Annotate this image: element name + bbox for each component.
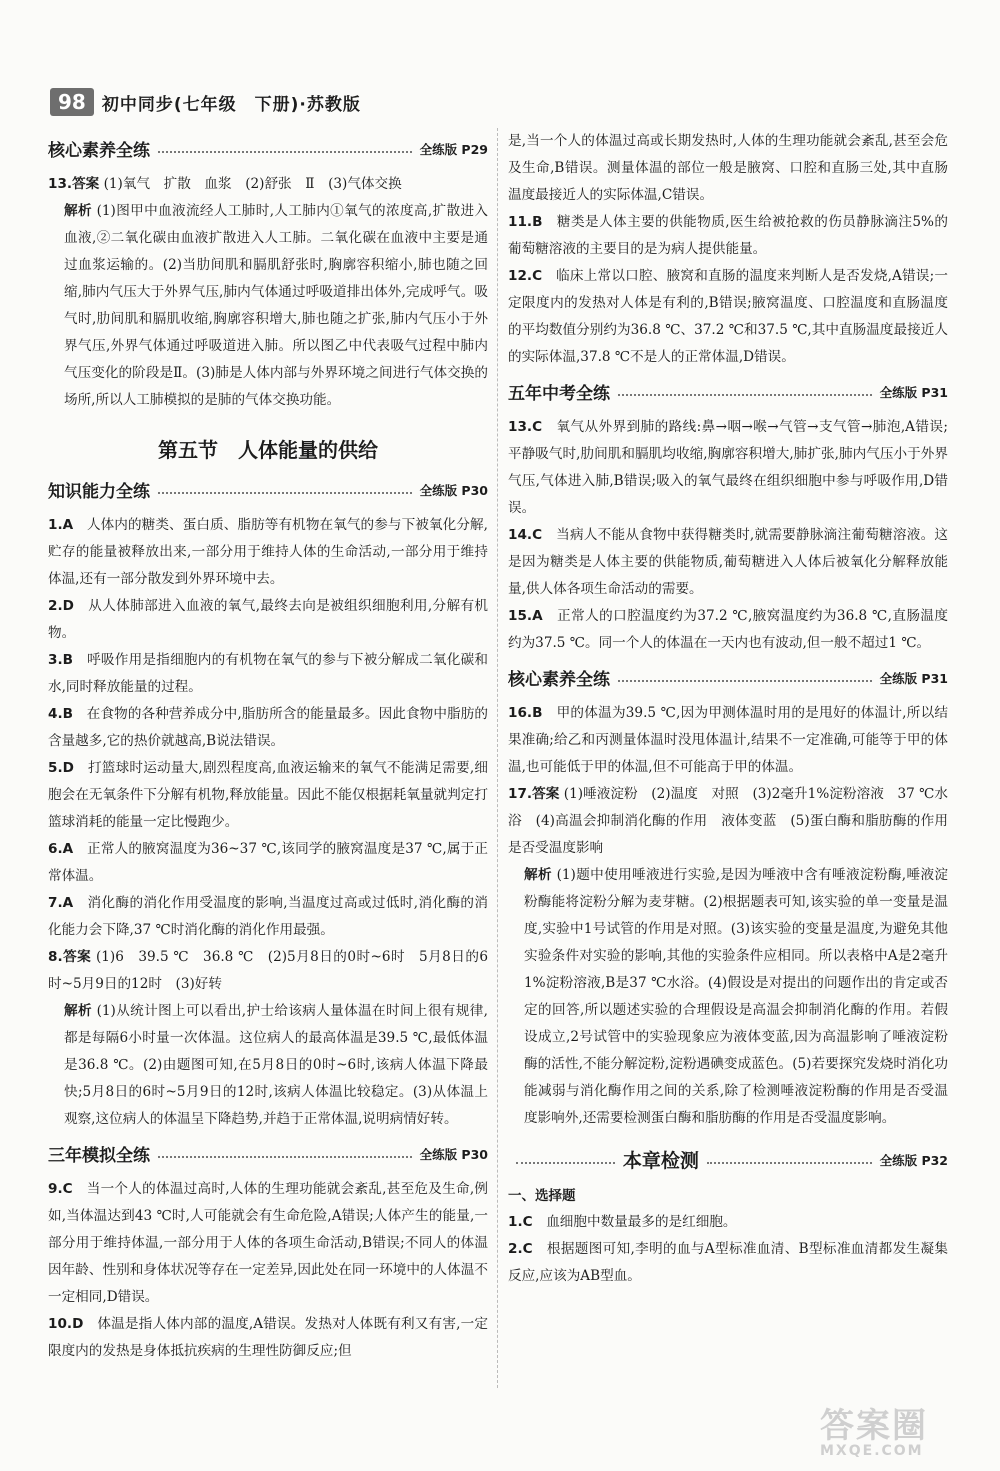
section-ref: 全练版 P29 (419, 141, 488, 157)
section-heading (48, 1141, 488, 1166)
answer-item: 4.B 在食物的各种营养成分中,脂肪所含的能量最多。因此食物中脂肪的含量越多,它的热价就越高,B说法错误。 (48, 706, 488, 749)
answer-item: 6.A 正常人的腋窝温度为36~37 ℃,该同学的腋窝温度是37 ℃,属于正常体温。 (48, 841, 488, 884)
answer-item: 15.A 正常人的口腔温度约为37.2 ℃,腋窝温度约为36.8 ℃,直肠温度约为37.5 ℃。同一个人的体温在一天内也有波动,但一般不超过1 ℃。 (508, 608, 949, 651)
answer-item: 1.C 血细胞中数量最多的是红细胞。 (508, 1214, 737, 1230)
answer-item: 12.C 临床上常以口腔、腋窝和直肠的温度来判断人是否发烧,A错误;一定限度内的发热对人体是有利的,B错误;腋窝温度、口腔温度和直肠温度的平均数值分别约为36.8 ℃、37.2 ℃和37.5 ℃,其中直肠温度最接近人的实际体温,37.8 ℃不是人的正常体温,D错误。 (508, 268, 949, 365)
section-ref: 全练版 P31 (879, 670, 948, 686)
answer-item: 11.B 糖类是人体主要的供能物质,医生给被抢救的伤员静脉滴注5%的葡萄糖溶液的主要目的是为病人提供能量。 (508, 214, 948, 257)
answer-item: 2.C 根据题图可知,李明的血与A型标准血清、B型标准血清都发生凝集反应,应该为AB型血。 (508, 1241, 948, 1284)
left-column (48, 128, 488, 1365)
answer-item: 17.答案 (1)唾液淀粉 (2)温度 对照 (3)2毫升1%淀粉溶液 37 ℃水浴 (4)高温会抑制消化酶的作用 液体变蓝 (5)蛋白酶和脂肪酶的作用是否受温度影响 解析 (1)题中使用唾液进行实验,是因为唾液中含有唾液淀粉酶,唾液淀粉酶能将淀粉分解为麦芽糖。(2)根据题表可知,该实验的单一变量是温度,实验中1号试管的作用是对照。(3)该实验的变量是温度,为避免其他实验条件对实验的影响,其他的实验条件应相同。所以表格中A是2毫升1%淀粉溶液,B是37 ℃水浴。(4)假设是对提出的问题作出的肯定或否定的回答,所以题述实验的合理假设是高温会抑制消化酶的作用。若假设成立,2号试管中的实验现象应为液体变蓝,因为高温影响了唾液淀粉酶的活性,不能分解淀粉,淀粉遇碘变成蓝色。(5)若要探究发烧时消化功能减弱与消化酶作用之间的关系,除了检测唾液淀粉酶的作用是否受温度影响外,还需要检测蛋白酶和脂肪酶的作用是否受温度影响。 (508, 786, 948, 1126)
answer-item: 16.B 甲的体温为39.5 ℃,因为甲测体温时用的是甩好的体温计,所以结果准确;给乙和丙测量体温时没甩体温计,结果不一定准确,可能等于甲的体温,也可能低于甲的体温,但不可能高于甲的体温。 (508, 705, 949, 775)
answer-item: 10.D 体温是指人体内部的温度,A错误。发热对人体既有利又有害,一定限度内的发热是身体抵抗疾病的生理性防御反应;但 (48, 1316, 488, 1359)
section-heading (508, 665, 948, 690)
section-title: 知识能力全练 (48, 482, 150, 502)
chapter-title: 第五节 人体能量的供给 (158, 438, 378, 462)
answer-item: 7.A 消化酶的消化作用受温度的影响,当温度过高或过低时,消化酶的消化能力会下降,37 ℃时消化酶的消化作用最强。 (48, 895, 489, 938)
section-heading (48, 477, 488, 502)
answer-item: 3.B 呼吸作用是指细胞内的有机物在氧气的参与下被分解成二氧化碳和水,同时释放能量的过程。 (48, 652, 489, 695)
right-column (508, 128, 948, 1290)
answer-item: 9.C 当一个人的体温过高时,人体的生理功能就会紊乱,甚至危及生命,例如,当体温达到43 ℃时,人可能就会有生命危险,A错误;人体产生的能量,一部分用于维持体温,一部分用于人体的各项生命活动,B错误;不同人的体温因年龄、性别和身体状况等存在一定差异,因此处在同一环境中的人体温不一定相同,D错误。 (48, 1181, 488, 1305)
section-title: 五年中考全练 (508, 384, 610, 404)
answer-item-continued: 是,当一个人的体温过高或长期发热时,人体的生理功能就会紊乱,甚至会危及生命,B错误。测量体温的部位一般是腋窝、口腔和直肠三处,其中直肠温度最接近人的实际体温,C错误。 (508, 133, 948, 203)
answer-item: 13.C 氧气从外界到肺的路线:鼻→咽→喉→气管→支气管→肺泡,A错误;平静吸气时,肋间肌和膈肌均收缩,胸廓容积增大,肺扩张,肺内气压小于外界气压,气体进入肺,B错误;吸入的氧气最终在组织细胞中参与呼吸作用,D错误。 (508, 419, 948, 516)
section-ref: 全练版 P30 (419, 1146, 488, 1162)
answer-item: 2.D 从人体肺部进入血液的氧气,最终去向是被组织细胞利用,分解有机物。 (48, 598, 489, 641)
subsection-title: 一、选择题 (508, 1188, 576, 1204)
section-heading (48, 136, 488, 161)
watermark-logo: 答案圈 MXQE.COM (820, 1406, 928, 1459)
answer-item: 5.D 打篮球时运动量大,剧烈程度高,血液运输来的氧气不能满足需要,细胞会在无氧条件下分解有机物,释放能量。因此不能仅根据耗氧量就判定打篮球消耗的能量一定比慢跑少。 (48, 760, 488, 830)
answer-item: 14.C 当病人不能从食物中获得糖类时,就需要静脉滴注葡萄糖溶液。这是因为糖类是人体主要的供能物质,葡萄糖进入人体后被氧化分解释放能量,供人体各项生命活动的需要。 (508, 527, 948, 597)
section-ref: 全练版 P32 (879, 1152, 949, 1168)
answer-item: 8.答案 (1)6 39.5 ℃ 36.8 ℃ (2)5月8日的0时~6时 5月8日的6时~5月9日的12时 (3)好转 解析 (1)从统计图上可以看出,护士给该病人量体温在时间上很有规律,都是每隔6小时量一次体温。这位病人的最高体温是39.5 ℃,最低体温是36.8 ℃。(2)由题图可知,在5月8日的0时~6时,该病人体温下降最快;5月8日的6时~5月9日的12时,该病人体温比较稳定。(3)从体温上观察,这位病人的体温呈下降趋势,并趋于正常体温,说明病情好转。 (48, 949, 489, 1127)
section-heading (508, 1146, 948, 1173)
section-title: 三年模拟全练 (48, 1146, 150, 1166)
section-title: 本章检测 (622, 1150, 699, 1172)
section-ref: 全练版 P31 (879, 384, 948, 400)
section-title: 核心素养全练 (508, 670, 610, 690)
page-header (50, 88, 361, 116)
page-number: 98 (50, 88, 94, 116)
answer-item: 13.答案 (1)氧气 扩散 血浆 (2)舒张 Ⅱ (3)气体交换 解析 (1)图甲中血液流经人工肺时,人工肺内①氧气的浓度高,扩散进入血液,②二氧化碳由血液扩散进入人工肺。二氧化碳在血液中主要是通过血浆运输的。(2)当肋间肌和膈肌舒张时,胸廓容积缩小,肺也随之回缩,肺内气压大于外界气压,肺内气体通过呼吸道排出体外,完成呼气。吸气时,肋间肌和膈肌收缩,胸廓容积增大,肺也随之扩张,肺内气压小于外界气压,外界气体通过呼吸道进入肺。所以图乙中代表吸气过程中肺内气压变化的阶段是Ⅱ。(3)肺是人体内部与外界环境之间进行气体交换的场所,所以人工肺模拟的是肺的气体交换功能。 (48, 176, 488, 408)
column-divider (497, 128, 498, 1388)
answer-item: 1.A 人体内的糖类、蛋白质、脂肪等有机物在氧气的参与下被氧化分解,贮存的能量被释放出来,一部分用于维持人体的生命活动,一部分用于维持体温,还有一部分散发到外界环境中去。 (48, 517, 489, 587)
section-title: 核心素养全练 (48, 141, 150, 161)
section-ref: 全练版 P30 (419, 482, 488, 498)
section-heading (508, 379, 948, 404)
book-title: 初中同步(七年级 下册)·苏教版 (101, 94, 361, 115)
